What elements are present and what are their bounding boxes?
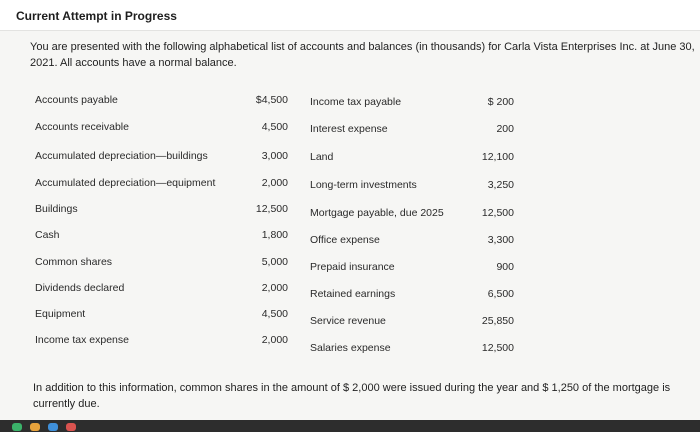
app-icon[interactable] (66, 423, 76, 431)
account-value: 5,000 (261, 256, 288, 268)
app-icon[interactable] (12, 423, 22, 431)
account-value: 1,800 (261, 229, 288, 241)
account-name: Income tax expense (35, 334, 129, 346)
account-value: 3,250 (487, 179, 514, 191)
account-value: 2,000 (261, 334, 288, 346)
account-name: Service revenue (310, 315, 386, 327)
account-name: Accounts payable (35, 94, 118, 106)
account-name: Mortgage payable, due 2025 (310, 207, 444, 219)
account-name: Common shares (35, 256, 113, 268)
taskbar-strip (0, 420, 700, 432)
account-value: 2,000 (261, 282, 288, 294)
account-value: $4,500 (255, 94, 288, 106)
account-name: Retained earnings (310, 288, 396, 300)
account-name: Income tax payable (310, 96, 402, 108)
account-name: Salaries expense (310, 342, 391, 354)
account-value: 2,000 (261, 177, 288, 189)
page-title: Current Attempt in Progress (16, 9, 177, 23)
account-value: 3,000 (261, 150, 288, 162)
account-value: 12,500 (255, 203, 288, 215)
account-name: Office expense (310, 234, 380, 246)
account-name: Accumulated depreciation—buildings (35, 150, 208, 162)
account-name: Land (310, 151, 334, 163)
account-value: 900 (496, 261, 514, 273)
app-icon[interactable] (30, 423, 40, 431)
account-name: Dividends declared (35, 282, 125, 294)
app-icon[interactable] (48, 423, 58, 431)
account-name: Prepaid insurance (310, 261, 395, 273)
account-name: Accounts receivable (35, 121, 129, 133)
account-value: 25,850 (481, 315, 514, 327)
account-value: 12,500 (481, 342, 514, 354)
intro-text: You are presented with the following alphabetical list of accounts and balances (in thousands) for Carla Vista Enterprises Inc. at June 30, 2021. All accounts have a normal balance. (30, 41, 695, 69)
account-name: Accumulated depreciation—equipment (35, 177, 216, 189)
account-name: Long-term investments (310, 179, 417, 191)
account-name: Interest expense (310, 123, 388, 135)
account-value: 4,500 (261, 121, 288, 133)
account-value: $ 200 (487, 96, 514, 108)
account-value: 12,500 (481, 207, 514, 219)
account-value: 6,500 (487, 288, 514, 300)
account-value: 3,300 (487, 234, 514, 246)
account-value: 4,500 (261, 308, 288, 320)
header-bar (0, 0, 700, 31)
account-name: Cash (35, 229, 60, 241)
account-name: Buildings (35, 203, 78, 215)
account-value: 200 (496, 123, 514, 135)
account-name: Equipment (35, 308, 86, 320)
footer-note: In addition to this information, common shares in the amount of $ 2,000 were issued during the year and $ 1,250 of the mortgage is currently due. (33, 382, 671, 410)
account-value: 12,100 (481, 151, 514, 163)
